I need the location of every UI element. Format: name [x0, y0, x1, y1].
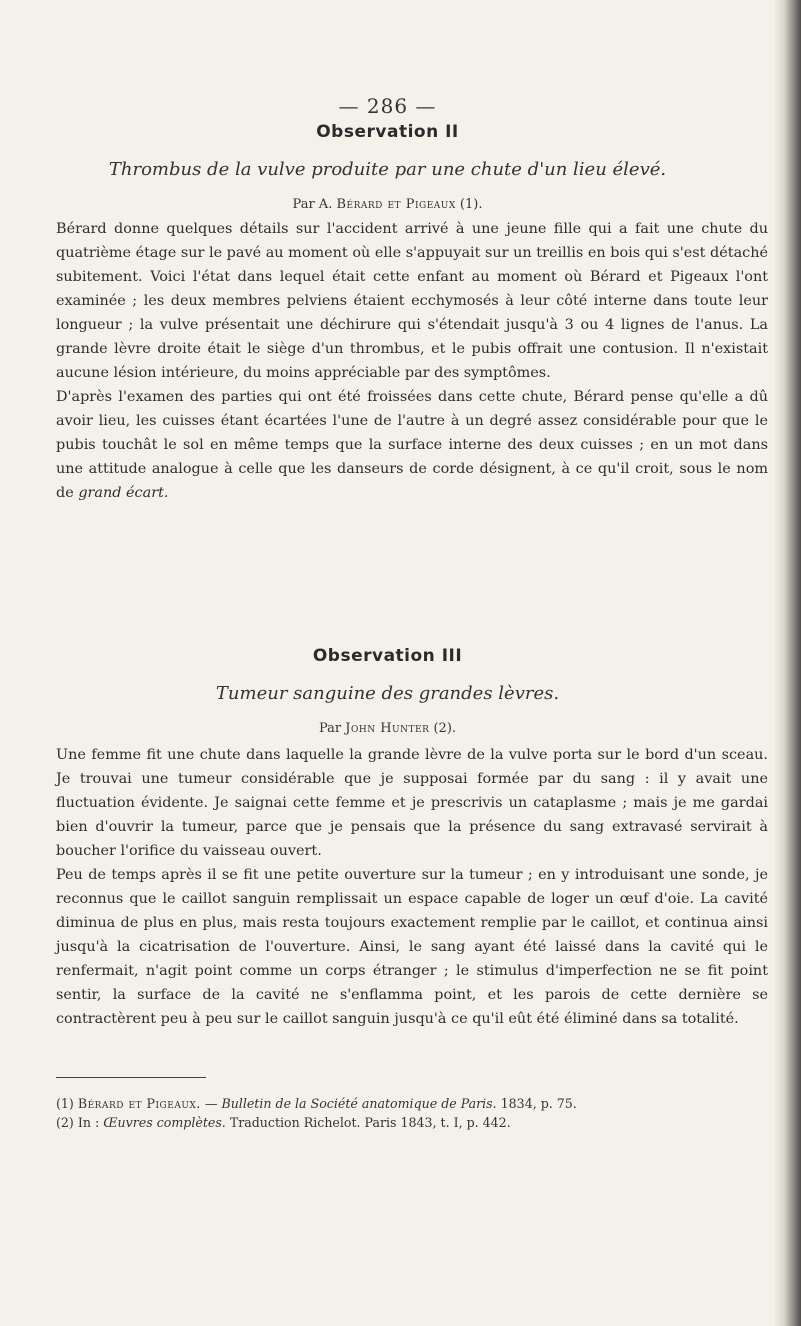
observation-3-subtitle: Tumeur sanguine des grandes lèvres. — [215, 683, 560, 704]
paragraph: Une femme fit une chute dans laquelle la grande lèvre de la vulve porta sur le bord d'un sceau. Je trouvai une tumeur considérable que je supposai formée par du sang : il y avait une fluctuation évidente. Je saignai cette femme et je prescrivis un cataplasme ; mais je me gardai bien d'ouvrir la tumeur, parce que je pensais que la présence du sang extravasé servirait à boucher l'orifice du vaisseau ouvert. — [56, 747, 768, 859]
footnote-title: Œuvres complètes. — [103, 1115, 226, 1130]
observation-2-byline — [0, 197, 775, 212]
footnote-1 — [56, 1094, 768, 1113]
footnote-divider — [56, 1077, 206, 1078]
footnote-authors: In : — [77, 1115, 100, 1130]
paragraph: Bérard donne quelques détails sur l'accident arrivé à une jeune fille qui a fait une chute du quatrième étage sur le pavé au moment où elle s'appuyait sur un treillis en bois qui s'est détaché subitement. Voici l'état dans lequel était cette enfant au moment où Bérard et Pigeaux l'ont examinée ; les deux membres pelviens étaient ecchymosés à leur côté interne dans toute leur longueur ; la vulve présentait une déchirure qui s'étendait jusqu'à 3 ou 4 lignes de l'anus. La grande lèvre droite était le siège d'un thrombus, et le pubis offrait une contusion. Il n'existait aucune lésion intérieure, du moins appréciable par des symptômes. — [56, 221, 768, 381]
observation-3-title: Observation III — [312, 646, 463, 666]
byline-prefix: Par A. — [292, 197, 333, 212]
observation-3-body — [56, 743, 768, 1031]
footnote-mark: (2) — [56, 1115, 74, 1130]
paragraph: Peu de temps après il se fit une petite ouverture sur la tumeur ; en y introduisant une sonde, je reconnus que le caillot sanguin remplissait un espace capable de loger un œuf d'oie. La cavité diminua de plus en plus, mais resta toujours exactement remplie par le caillot, et continua ainsi jusqu'à la cicatrisation de l'ouverture. Ainsi, le sang ayant été laissé dans la cavité qui le renfermait, n'agit point comme un corps étranger ; le stimulus d'imperfection ne se fit point sentir, la surface de la cavité ne s'enflamma point, et les parois de cette dernière se contractèrent peu à peu sur le caillot sanguin jusqu'à ce qu'il eût été éliminé dans sa totalité. — [56, 867, 768, 1027]
footnote-mark: (1) — [56, 1096, 74, 1111]
footnote-title: Bulletin de la Société anatomique de Paris. — [221, 1096, 497, 1111]
footnote-2 — [56, 1113, 768, 1132]
byline-note: (2). — [433, 721, 457, 736]
footnotes — [56, 1094, 768, 1132]
paragraph — [56, 385, 768, 505]
observation-2-title: Observation II — [316, 122, 459, 142]
paragraph-text: D'après l'examen des parties qui ont été froissées dans cette chute, Bérard pense qu'elle a dû avoir lieu, les cuisses étant écartées l'une de l'autre à un degré assez considérable pour que le pubis touchât le sol en même temps que la surface interne des deux cuisses ; en un mot dans une attitude analogue à celle que les danseurs de corde désignent, à ce qu'il croit, sous le nom de — [56, 389, 768, 501]
footnote-dash: — — [200, 1096, 222, 1111]
observation-2-body — [56, 217, 768, 505]
emphasis-text: grand écart. — [78, 485, 169, 501]
byline-authors: Bérard et Pigeaux — [336, 197, 456, 212]
footnote-authors: Bérard et Pigeaux. — [77, 1096, 201, 1111]
footnote-rest: Traduction Richelot. Paris 1843, t. I, p. 442. — [225, 1115, 511, 1130]
byline-note: (1). — [459, 197, 483, 212]
byline-authors: John Hunter — [345, 721, 430, 736]
byline-prefix: Par — [318, 721, 342, 736]
observation-2-subtitle: Thrombus de la vulve produite par une chute d'un lieu élevé. — [108, 159, 667, 180]
page-edge-shadow — [775, 0, 801, 1326]
footnote-rest: 1834, p. 75. — [496, 1096, 577, 1111]
page-number: — 286 — — [338, 94, 437, 118]
observation-3-byline — [0, 721, 775, 736]
